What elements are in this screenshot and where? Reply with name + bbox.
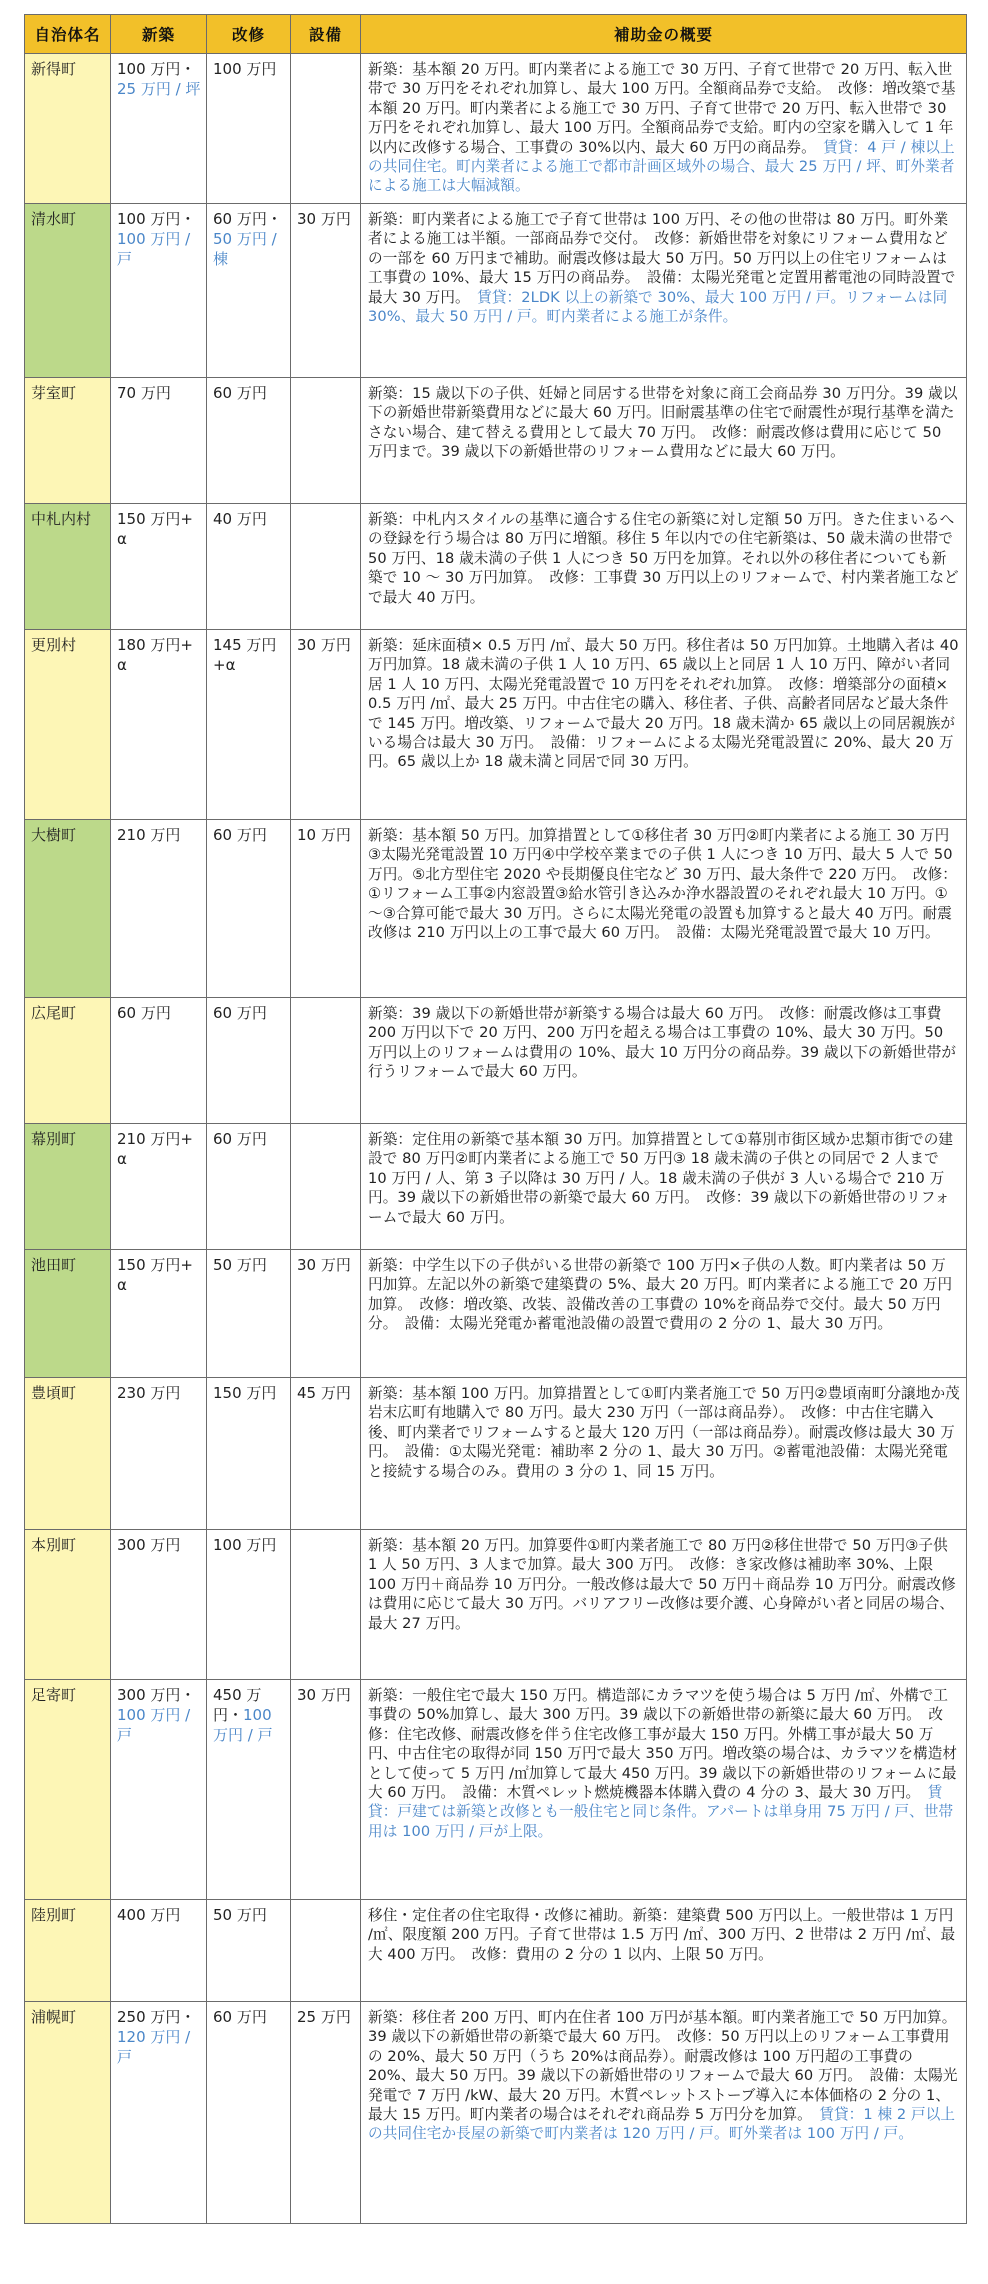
municipality-name: 足寄町 xyxy=(25,1680,111,1900)
summary-rental-note: 賃貸：戸建ては新築と改修とも一般住宅と同じ条件。アパートは単身用 75 万円 / 戸、世帯用は 100 万円 / 戸が上限。 xyxy=(368,1784,954,1840)
summary-text: 新築：39 歳以下の新婚世帯が新築する場合は最大 60 万円。 改修：耐震改修は工事費 200 万円以下で 20 万円、200 万円を超える場合は工事費の 10%、最大 30 万円。50 万円以上のリフォームは費用の 10%、最大 10 万円分の商品券。39 歳以下の新婚世帯が行うリフォームで最大 60 万円。 xyxy=(368,1005,957,1081)
summary-text: 新築：定住用の新築で基本額 30 万円。加算措置として①幕別市街区域か忠類市街での建設で 80 万円②町内業者による施工で 50 万円③ 18 歳未満の子供との同居で 2 人まで 10 万円 / 人、第 3 子以降は 30 万円 / 人。18 歳未満の子供が 3 人いる場合で 210 万円。39 歳以下の新婚世帯の新築で最大 60 万円。 改修：39 歳以下の新婚世帯のリフォームで最大 60 万円。 xyxy=(368,1131,954,1226)
header-municipality: 自治体名 xyxy=(25,15,111,54)
municipality-name: 芽室町 xyxy=(25,378,111,504)
table-row xyxy=(25,2002,967,2224)
renovation-cell xyxy=(207,998,291,1124)
renovation-amount: 50 万円 xyxy=(213,1906,267,1924)
table-row xyxy=(25,1378,967,1530)
summary-text: 新築：基本額 100 万円。加算措置として①町内業者施工で 50 万円②豊頃南町分譲地か茂岩末広町有地購入で 80 万円。最大 230 万円（一部は商品券）。 改修：中古住宅購入後、町内業者でリフォームすると最大 120 万円（一部は商品券）。耐震改修は最大 30 万円。 設備：①太陽光発電：補助率 2 分の 1、最大 30 万円。②蓄電池設備：太陽光発電と接続する場合のみ。費用の 3 分の 1、同 15 万円。 xyxy=(368,1385,960,1480)
new-amount: 60 万円 xyxy=(117,1004,171,1022)
equipment-cell xyxy=(291,378,361,504)
renovation-amount: 60 万円・ xyxy=(213,210,282,228)
table-row xyxy=(25,54,967,204)
new-amount: 210 万円 xyxy=(117,826,181,844)
table-row xyxy=(25,820,967,998)
new-amount-rental: 100 万円 / 戸 xyxy=(117,1706,191,1744)
new-construction-cell xyxy=(111,378,207,504)
summary-text: 新築：一般住宅で最大 150 万円。構造部にカラマツを使う場合は 5 万円 /㎡、外構で工事費の 50%加算し、最大 300 万円。39 歳以下の新婚世帯の新築に最大 60 万円。 改修：住宅改修、耐震改修を伴う住宅改修工事が最大 150 万円。外構工事が最大 50 万円、中古住宅の取得が同 150 万円で最大 350 万円。増改築の場合は、カラマツを構造材として使って 5 万円 /㎡加算して最大 450 万円。39 歳以下の新婚世帯のリフォームに最大 60 万円。 設備：木質ペレット燃焼機器本体購入費の 4 分の 3、最大 30 万円。 xyxy=(368,1687,958,1802)
table-row xyxy=(25,1530,967,1680)
summary-cell xyxy=(361,1124,967,1250)
new-construction-cell xyxy=(111,820,207,998)
renovation-amount: 100 万円 xyxy=(213,60,277,78)
summary-rental-note: 賃貸：1 棟 2 戸以上の共同住宅か長屋の新築で町内業者は 120 万円 / 戸。町外業者は 100 万円 / 戸。 xyxy=(368,2106,956,2143)
equipment-cell: 10 万円 xyxy=(291,820,361,998)
renovation-amount: 100 万円 xyxy=(213,1536,277,1554)
equipment-cell xyxy=(291,998,361,1124)
new-amount-rental: 25 万円 / 坪 xyxy=(117,80,201,98)
renovation-cell xyxy=(207,820,291,998)
table-row xyxy=(25,504,967,630)
new-construction-cell xyxy=(111,2002,207,2224)
equipment-cell xyxy=(291,1124,361,1250)
municipality-name: 陸別町 xyxy=(25,1900,111,2002)
summary-text: 新築：中学生以下の子供がいる世帯の新築で 100 万円×子供の人数。町内業者は 50 万円加算。左記以外の新築で建築費の 5%、最大 20 万円。町内業者による施工で 20 万円加算。 改修：増改築、改装、設備改善の工事費の 10%を商品券で交付。最大 50 万円分。 設備：太陽光発電か蓄電池設備の設置で費用の 2 分の 1、最大 30 万円。 xyxy=(368,1257,953,1333)
table-row xyxy=(25,630,967,820)
summary-text: 新築：15 歳以下の子供、妊婦と同居する世帯を対象に商工会商品券 30 万円分。39 歳以下の新婚世帯新築費用などに最大 60 万円。旧耐震基準の住宅で耐震性が現行基準を満たさない場合、建て替える費用として最大 70 万円。 改修：耐震改修は費用に応じて 50 万円まで。39 歳以下の新婚世帯のリフォーム費用などに最大 60 万円。 xyxy=(368,385,958,461)
renovation-cell xyxy=(207,1900,291,2002)
municipality-name: 清水町 xyxy=(25,204,111,378)
municipality-name: 豊頃町 xyxy=(25,1378,111,1530)
header-equipment: 設備 xyxy=(291,15,361,54)
renovation-cell xyxy=(207,1378,291,1530)
summary-text: 新築：基本額 50 万円。加算措置として①移住者 30 万円②町内業者による施工 30 万円③太陽光発電設置 10 万円④中学校卒業までの子供 1 人につき 10 万円、最大 5 人で 50 万円。⑤北方型住宅 2020 や長期優良住宅など 30 万円、最大条件で 220 万円。 改修：①リフォーム工事②内窓設置③給水管引き込みか浄水器設置のそれぞれ最大 10 万円。①～③合算可能で最大 30 万円。さらに太陽光発電の設置も加算すると最大 40 万円。耐震改修は 210 万円以上の工事で最大 60 万円。 設備：太陽光発電設置で最大 10 万円。 xyxy=(368,827,957,942)
subsidy-table xyxy=(24,14,967,2224)
table-header xyxy=(25,15,967,54)
table-row xyxy=(25,204,967,378)
new-construction-cell xyxy=(111,1680,207,1900)
summary-cell xyxy=(361,504,967,630)
equipment-cell: 30 万円 xyxy=(291,204,361,378)
renovation-cell xyxy=(207,630,291,820)
equipment-cell xyxy=(291,504,361,630)
equipment-cell: 30 万円 xyxy=(291,1250,361,1378)
summary-cell xyxy=(361,1250,967,1378)
new-amount: 100 万円・ xyxy=(117,210,196,228)
summary-text: 新築：基本額 20 万円。町内業者による施工で 30 万円、子育て世帯で 20 万円、転入世帯で 30 万円をそれぞれ加算し、最大 100 万円。全額商品券で支給。 改修：増改築で基本額 20 万円。町内業者による施工で 30 万円、子育て世帯で 20 万円、転入世帯で 30 万円をそれぞれ加算し、最大 100 万円。全額商品券で支給。町内の空家を購入して 1 年以内に改修する場合、工事費の 30%以内、最大 60 万円の商品券。 xyxy=(368,61,956,156)
new-amount: 150 万円+α xyxy=(117,1256,193,1294)
renovation-cell xyxy=(207,2002,291,2224)
new-amount: 70 万円 xyxy=(117,384,171,402)
new-amount: 230 万円 xyxy=(117,1384,181,1402)
new-construction-cell xyxy=(111,1250,207,1378)
summary-text: 新築：町内業者による施工で子育て世帯は 100 万円、その他の世帯は 80 万円。町外業者による施工は半額。一部商品券で交付。 改修：新婚世帯を対象にリフォーム費用などの一部を 60 万円まで補助。耐震改修は最大 50 万円。50 万円以上の住宅リフォームは工事費の 10%、最大 15 万円の商品券。 設備：太陽光発電と定置用蓄電池の同時設置で最大 30 万円。 xyxy=(368,211,956,306)
new-construction-cell xyxy=(111,1378,207,1530)
table-row xyxy=(25,1680,967,1900)
summary-cell xyxy=(361,1680,967,1900)
new-amount: 180 万円+α xyxy=(117,636,193,674)
new-amount: 100 万円・ xyxy=(117,60,196,78)
new-construction-cell xyxy=(111,1124,207,1250)
renovation-amount: 145 万円+α xyxy=(213,636,277,674)
renovation-cell xyxy=(207,1250,291,1378)
summary-cell xyxy=(361,820,967,998)
summary-cell xyxy=(361,204,967,378)
renovation-amount-rental: 50 万円 / 棟 xyxy=(213,230,277,268)
renovation-cell xyxy=(207,204,291,378)
renovation-cell xyxy=(207,504,291,630)
new-amount: 300 万円 xyxy=(117,1536,181,1554)
municipality-name: 浦幌町 xyxy=(25,2002,111,2224)
new-amount: 250 万円・ xyxy=(117,2008,196,2026)
header-new-construction: 新築 xyxy=(111,15,207,54)
summary-cell xyxy=(361,1900,967,2002)
summary-cell xyxy=(361,378,967,504)
new-amount: 150 万円+α xyxy=(117,510,193,548)
renovation-amount: 60 万円 xyxy=(213,1004,267,1022)
summary-cell xyxy=(361,2002,967,2224)
renovation-amount: 40 万円 xyxy=(213,510,267,528)
new-construction-cell xyxy=(111,630,207,820)
new-amount-rental: 120 万円 / 戸 xyxy=(117,2028,191,2066)
table-row xyxy=(25,1124,967,1250)
renovation-cell xyxy=(207,378,291,504)
renovation-cell xyxy=(207,1680,291,1900)
summary-text: 新築：基本額 20 万円。加算要件①町内業者施工で 80 万円②移住世帯で 50 万円③子供 1 人 50 万円、3 人まで加算。最大 300 万円。 改修：き家改修は補助率 30%、上限 100 万円＋商品券 10 万円分。一般改修は最大で 50 万円＋商品券 10 万円分。耐震改修は費用に応じて最大 30 万円。バリアフリー改修は要介護、心身障がい者と同居の場合、最大 27 万円。 xyxy=(368,1537,956,1632)
renovation-amount: 50 万円 xyxy=(213,1256,267,1274)
municipality-name: 池田町 xyxy=(25,1250,111,1378)
summary-rental-note: 賃貸：4 戸 / 棟以上の共同住宅。町内業者による施工で都市計画区域外の場合、最大 25 万円 / 坪、町外業者による施工は大幅減額。 xyxy=(368,138,955,195)
equipment-cell xyxy=(291,54,361,204)
renovation-amount: 60 万円 xyxy=(213,826,267,844)
equipment-cell: 30 万円 xyxy=(291,1680,361,1900)
summary-text: 移住・定住者の住宅取得・改修に補助。新築：建築費 500 万円以上。一般世帯は 1 万円 /㎡、限度額 200 万円。子育て世帯は 1.5 万円 /㎡、300 万円、2 世帯は 2 万円 /㎡、最大 400 万円。 改修：費用の 2 分の 1 以内、上限 50 万円。 xyxy=(368,1907,956,1963)
equipment-cell: 30 万円 xyxy=(291,630,361,820)
municipality-name: 広尾町 xyxy=(25,998,111,1124)
equipment-cell xyxy=(291,1530,361,1680)
table-row xyxy=(25,1250,967,1378)
table-row xyxy=(25,378,967,504)
header-row xyxy=(25,15,967,54)
new-construction-cell xyxy=(111,1900,207,2002)
renovation-amount: 60 万円 xyxy=(213,1130,267,1148)
municipality-name: 中札内村 xyxy=(25,504,111,630)
new-construction-cell xyxy=(111,998,207,1124)
municipality-name: 本別町 xyxy=(25,1530,111,1680)
renovation-amount: 60 万円 xyxy=(213,2008,267,2026)
summary-text: 新築：中札内スタイルの基準に適合する住宅の新築に対し定額 50 万円。きた住まいるへの登録を行う場合は 80 万円に増額。移住 5 年以内での住宅新築は、50 歳未満の世帯で 50 万円、18 歳未満の子供 1 人につき 50 万円を加算。それ以外の移住者についても新築で 10 ～ 30 万円加算。 改修：工事費 30 万円以上のリフォームで、村内業者施工などで最大 40 万円。 xyxy=(368,511,959,606)
summary-cell xyxy=(361,54,967,204)
municipality-name: 新得町 xyxy=(25,54,111,204)
table-row xyxy=(25,1900,967,2002)
new-construction-cell xyxy=(111,204,207,378)
new-construction-cell xyxy=(111,1530,207,1680)
table-row xyxy=(25,998,967,1124)
summary-cell xyxy=(361,1530,967,1680)
header-summary: 補助金の概要 xyxy=(361,15,967,54)
equipment-cell: 45 万円 xyxy=(291,1378,361,1530)
summary-rental-note: 賃貸：2LDK 以上の新築で 30%、最大 100 万円 / 戸。リフォームは同 30%、最大 50 万円 / 戸。町内業者による施工が条件。 xyxy=(368,288,948,326)
summary-text: 新築：移住者 200 万円、町内在住者 100 万円が基本額。町内業者施工で 50 万円加算。39 歳以下の新婚世帯の新築で最大 60 万円。 改修：50 万円以上のリフォーム工事費用の 20%、最大 50 万円（うち 20%は商品券）。耐震改修は 100 万円超の工事費の 20%、最大 50 万円。39 歳以下の新婚世帯のリフォームで最大 60 万円。 設備：太陽光発電で 7 万円 /kW、最大 20 万円。木質ペレットストーブ導入に本体価格の 2 分の 1、最大 15 万円。町内業者の場合はそれぞれ商品券 5 万円分を加算。 xyxy=(368,2009,958,2124)
new-amount: 210 万円+α xyxy=(117,1130,193,1168)
renovation-amount: 150 万円 xyxy=(213,1384,277,1402)
summary-cell xyxy=(361,630,967,820)
new-construction-cell xyxy=(111,54,207,204)
municipality-name: 大樹町 xyxy=(25,820,111,998)
renovation-amount-rental: 100 万円 / 戸 xyxy=(213,1706,273,1744)
table-body xyxy=(25,54,967,2224)
municipality-name: 更別村 xyxy=(25,630,111,820)
summary-cell xyxy=(361,1378,967,1530)
renovation-amount: 450 万円・ xyxy=(213,1686,262,1724)
summary-cell xyxy=(361,998,967,1124)
equipment-cell xyxy=(291,1900,361,2002)
new-amount-rental: 100 万円 / 戸 xyxy=(117,230,191,268)
renovation-amount: 60 万円 xyxy=(213,384,267,402)
new-construction-cell xyxy=(111,504,207,630)
equipment-cell: 25 万円 xyxy=(291,2002,361,2224)
new-amount: 400 万円 xyxy=(117,1906,181,1924)
summary-text: 新築：延床面積× 0.5 万円 /㎡、最大 50 万円。移住者は 50 万円加算。土地購入者は 40 万円加算。18 歳未満の子供 1 人 10 万円、65 歳以上と同居 1 人 10 万円、障がい者同居 1 人 10 万円、太陽光発電設置で 10 万円をそれぞれ加算。 改修：増築部分の面積× 0.5 万円 /㎡、最大 25 万円。中古住宅の購入、移住者、子供、高齢者同居など最大条件で 145 万円。増改築、リフォームで最大 20 万円。18 歳未満か 65 歳以上の同居親族がいる場合は最大 30 万円。 設備：リフォームによる太陽光発電設置に 20%、最大 20 万円。65 歳以上か 18 歳未満と同居で同 30 万円。 xyxy=(368,637,959,771)
municipality-name: 幕別町 xyxy=(25,1124,111,1250)
new-amount: 300 万円・ xyxy=(117,1686,196,1704)
renovation-cell xyxy=(207,1124,291,1250)
header-renovation: 改修 xyxy=(207,15,291,54)
renovation-cell xyxy=(207,54,291,204)
renovation-cell xyxy=(207,1530,291,1680)
